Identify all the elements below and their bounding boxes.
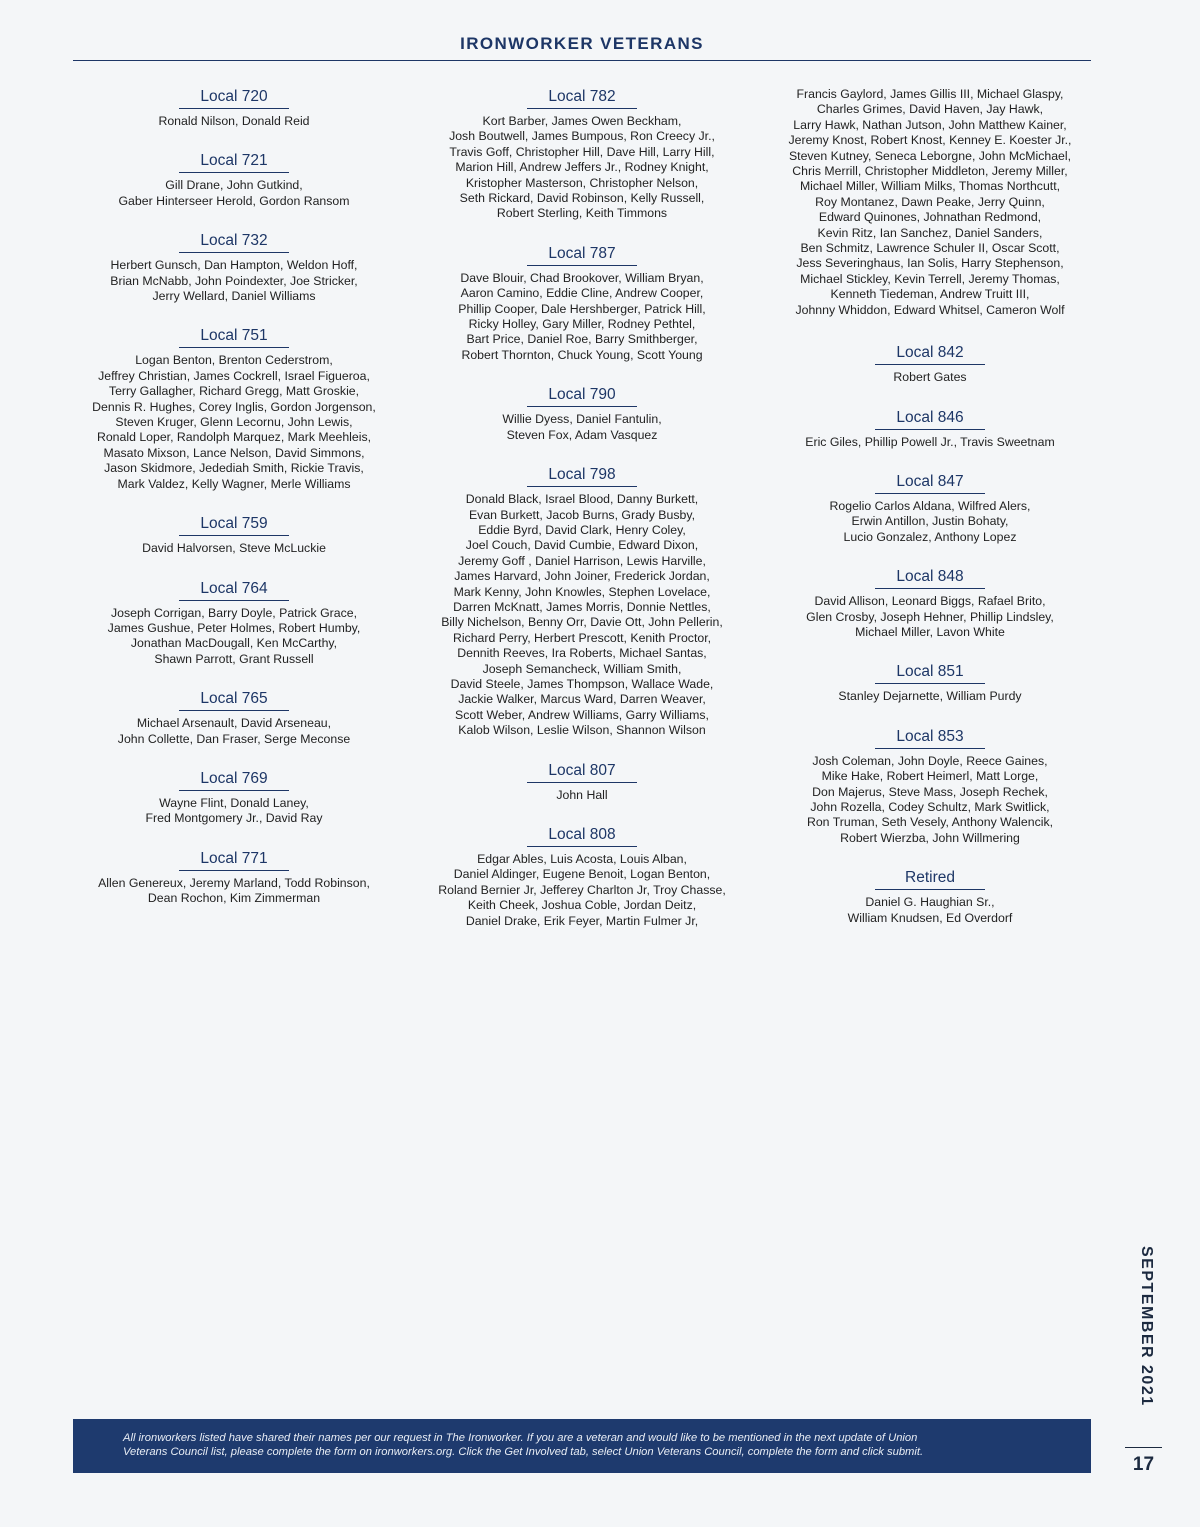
member-names: Daniel G. Haughian Sr., William Knudsen, Ed Overdorf (847, 895, 1013, 925)
local-section (760, 408, 1100, 450)
local-heading: Local 808 (527, 825, 637, 847)
member-names: Allen Genereux, Jeremy Marland, Todd Robinson, Dean Rochon, Kim Zimmerman (98, 875, 370, 906)
member-names: Kort Barber, James Owen Beckham, Josh Boutwell, James Bumpous, Ron Creecy Jr., Travis Goff, Christopher Hill, Dave Hill, Larry Hill, Marion Hill, Andrew Jeffers Jr., Rodney Knight, Kristopher Masterson, Christopher Nelson, Seth Rickard, David Robinson, Kelly Russell, Robert Sterling, Keith Timmons (449, 114, 715, 221)
column-1 (64, 87, 404, 929)
page-title: IRONWORKER VETERANS (460, 34, 704, 53)
title-divider (73, 60, 1091, 61)
member-names: Wayne Flint, Donald Laney, Fred Montgomery Jr., David Ray (145, 795, 323, 826)
local-heading: Local 851 (875, 662, 985, 684)
local-section (412, 465, 752, 739)
member-names: Rogelio Carlos Aldana, Wilfred Alers, Erwin Antillon, Justin Bohaty, Lucio Gonzalez, Anthony Lopez (829, 498, 1031, 544)
member-names: Dave Blouir, Chad Brookover, William Bryan, Aaron Camino, Eddie Cline, Andrew Cooper, Phillip Cooper, Dale Hershberger, Patrick Hill, Ricky Holley, Gary Miller, Rodney Pethtel, Bart Price, Daniel Roe, Barry Smithberger, Robert Thornton, Chuck Young, Scott Young (458, 270, 706, 362)
local-section (760, 662, 1100, 704)
local-section (64, 326, 404, 492)
local-heading: Local 751 (179, 326, 289, 348)
local-heading: Local 782 (527, 87, 637, 109)
local-heading: Local 807 (527, 761, 637, 783)
local-section (64, 514, 404, 556)
page-number-divider (1125, 1447, 1162, 1448)
local-section (760, 868, 1100, 926)
local-section (64, 231, 404, 304)
local-section (64, 769, 404, 827)
local-section (64, 849, 404, 907)
member-names: Donald Black, Israel Blood, Danny Burkett, Evan Burkett, Jacob Burns, Grady Busby, Eddie Byrd, David Clark, Henry Coley, Joel Couch, David Cumbie, Edward Dixon, Jeremy Goff , Daniel Harrison, Lewis Harville, James Harvard, John Joiner, Frederick Jordan, Mark Kenny, John Knowles, Stephen Lovelace, Darren McKnatt, James Morris, Donnie Nettles, Billy Nichelson, Benny Orr, Davie Ott, John Pellerin, Richard Perry, Herbert Prescott, Kenith Proctor, Dennith Reeves, Ira Roberts, Michael Santas, Joseph Semancheck, William Smith, David Steele, James Thompson, Wallace Wade, Jackie Walker, Marcus Ward, Darren Weaver, Scott Weber, Andrew Williams, Garry Williams, Kalob Wilson, Leslie Wilson, Shannon Wilson (441, 492, 723, 738)
local-heading: Local 765 (179, 689, 289, 711)
local-heading: Local 759 (179, 514, 289, 536)
member-names: Josh Coleman, John Doyle, Reece Gaines, Mike Hake, Robert Heimerl, Matt Lorge, Don Majerus, Steve Mass, Joseph Rechek, John Rozella, Codey Schultz, Mark Switlick, Ron Truman, Seth Vesely, Anthony Walencik, Robert Wierzba, John Willmering (806, 753, 1054, 845)
local-heading: Local 847 (875, 472, 985, 494)
member-names: John Hall (556, 787, 608, 802)
member-names: Edgar Ables, Luis Acosta, Louis Alban, Daniel Aldinger, Eugene Benoit, Logan Benton, Roland Bernier Jr, Jefferey Charlton Jr, Troy Chasse, Keith Cheek, Joshua Coble, Jordan Deitz, Daniel Drake, Erik Feyer, Martin Fulmer Jr, (438, 852, 726, 928)
issue-date: SEPTEMBER 2021 (1138, 1246, 1155, 1407)
member-names: David Allison, Leonard Biggs, Rafael Brito, Glen Crosby, Joseph Hehner, Phillip Lindsley, Michael Miller, Lavon White (806, 594, 1054, 639)
continued-member-names: Francis Gaylord, James Gillis III, Michael Glaspy, Charles Grimes, David Haven, Jay Hawk, Larry Hawk, Nathan Jutson, John Matthew Kainer, Jeremy Knost, Robert Knost, Kenney E. Koester Jr., Steven Kutney, Seneca Leborgne, John McMichael, Chris Merrill, Christopher Middleton, Jeremy Miller, Michael Miller, William Milks, Thomas Northcutt, Roy Montanez, Dawn Peake, Jerry Quinn, Edward Quinones, Johnathan Redmond, Kevin Ritz, Ian Sanchez, Daniel Sanders, Ben Schmitz, Lawrence Schuler II, Oscar Scott, Jess Severinghaus, Ian Solis, Harry Stephenson, Michael Stickley, Kevin Terrell, Jeremy Thomas, Kenneth Tiedeman, Andrew Truitt III, Johnny Whiddon, Edward Whitsel, Cameron Wolf (788, 87, 1072, 317)
member-names: Willie Dyess, Daniel Fantulin, Steven Fox, Adam Vasquez (502, 412, 662, 442)
member-names: Gill Drane, John Gutkind, Gaber Hinterseer Herold, Gordon Ransom (118, 178, 350, 208)
local-heading: Local 842 (875, 343, 985, 365)
local-heading: Local 721 (179, 151, 289, 173)
local-heading: Local 787 (527, 244, 637, 266)
local-section (64, 579, 404, 668)
footer-note: All ironworkers listed have shared their names per our request in The Ironworker. If you are a veteran and would like to be mentioned in the next update of Union Veterans Council list, please complete the form on ironworkers.org. Click the Get Involved tab, select Union Veterans Council, complete the form and click submit. (123, 1432, 924, 1458)
local-heading: Local 769 (179, 769, 289, 791)
local-section (412, 244, 752, 363)
column-3 (760, 87, 1100, 948)
local-heading: Local 790 (527, 385, 637, 407)
local-section (412, 761, 752, 803)
local-heading: Local 771 (179, 849, 289, 871)
member-names: Joseph Corrigan, Barry Doyle, Patrick Grace, James Gushue, Peter Holmes, Robert Humby, Jonathan MacDougall, Ken McCarthy, Shawn Parrott, Grant Russell (107, 605, 361, 666)
local-heading: Local 764 (179, 579, 289, 601)
local-section (760, 472, 1100, 545)
member-names: Stanley Dejarnette, William Purdy (838, 689, 1022, 704)
member-names: Logan Benton, Brenton Cederstrom, Jeffrey Christian, James Cockrell, Israel Figueroa, Terry Gallagher, Richard Gregg, Matt Groskie, Dennis R. Hughes, Corey Inglis, Gordon Jorgenson, Steven Kruger, Glenn Lecornu, John Lewis, Ronald Loper, Randolph Marquez, Mark Meehleis, Masato Mixson, Lance Nelson, David Simmons, Jason Skidmore, Jedediah Smith, Rickie Travis, Mark Valdez, Kelly Wagner, Merle Williams (92, 353, 376, 491)
local-heading: Retired (875, 868, 985, 890)
local-heading: Local 853 (875, 727, 985, 749)
local-section (64, 151, 404, 209)
local-section (412, 385, 752, 443)
member-names: David Halvorsen, Steve McLuckie (142, 541, 326, 556)
local-section (760, 567, 1100, 640)
column-2 (412, 87, 752, 951)
local-section (64, 689, 404, 747)
local-heading: Local 732 (179, 231, 289, 253)
member-names: Michael Arsenault, David Arseneau, John Collette, Dan Fraser, Serge Meconse (117, 716, 351, 746)
page-number: 17 (1132, 1454, 1155, 1475)
local-heading: Local 720 (179, 87, 289, 109)
local-heading: Local 846 (875, 408, 985, 430)
footer-banner (73, 1419, 1091, 1473)
member-names: Robert Gates (893, 370, 967, 385)
member-names: Eric Giles, Phillip Powell Jr., Travis Sweetnam (805, 434, 1055, 449)
local-heading: Local 798 (527, 465, 637, 487)
local-section (64, 87, 404, 129)
local-heading: Local 848 (875, 567, 985, 589)
local-section (760, 343, 1100, 385)
local-section (412, 87, 752, 222)
local-section (412, 825, 752, 929)
member-names: Ronald Nilson, Donald Reid (158, 114, 310, 128)
member-names: Herbert Gunsch, Dan Hampton, Weldon Hoff, Brian McNabb, John Poindexter, Joe Stricker, Jerry Wellard, Daniel Williams (110, 258, 358, 304)
local-section (760, 727, 1100, 846)
